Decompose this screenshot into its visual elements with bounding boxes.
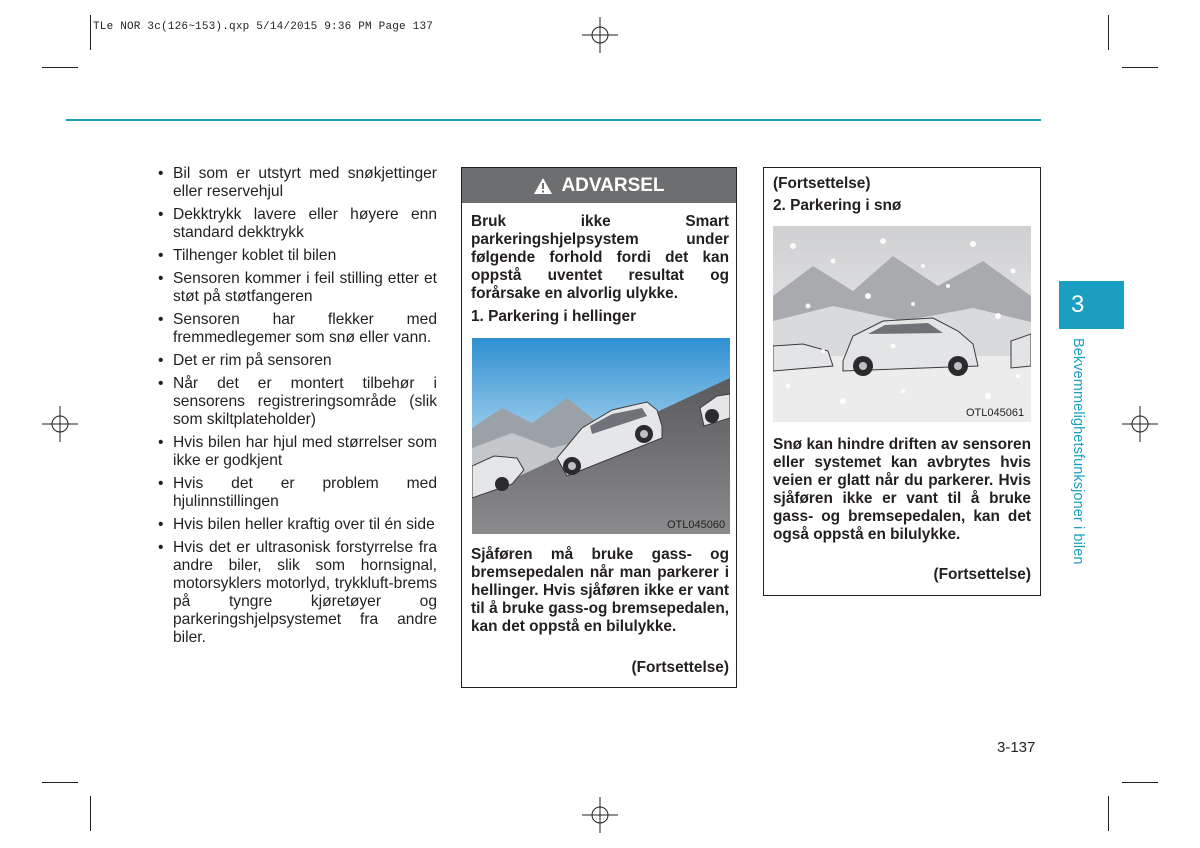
continued-label: (Fortsettelse)	[631, 659, 729, 676]
crop-mark	[1122, 782, 1158, 783]
crop-mark	[1108, 796, 1109, 831]
continued-label: (Fortsettelse)	[933, 566, 1031, 583]
registration-mark-icon	[42, 406, 78, 442]
continued-body: Snø kan hindre driften av sensoren eller systemet kan avbrytes hvis veien er glatt når du parkerer. Hvis sjåføren ikke er vant til å bruke gass- og bremsepedalen, kan det også oppstå en bilulykke.	[773, 436, 1031, 543]
warning-title: ADVARSEL	[561, 174, 665, 196]
list-item: • Dekktrykk lavere eller høyere enn standard dekktrykk	[158, 206, 437, 242]
chapter-title: Bekvemmelighetsfunksjoner i bilen	[1070, 338, 1086, 565]
list-item: • Hvis bilen heller kraftig over til én side	[158, 516, 437, 534]
section-title: 2. Parkering i snø	[773, 197, 902, 214]
slope-parking-illustration	[472, 338, 730, 534]
section-title: 1. Parkering i hellinger	[471, 308, 637, 325]
crop-mark	[42, 67, 78, 68]
list-item: • Når det er montert tilbehør i sensorens registreringsområde (slik som skiltplateholder)	[158, 375, 437, 429]
crop-mark	[1122, 67, 1158, 68]
figure-code: OTL045061	[966, 407, 1025, 419]
continued-box	[763, 167, 1041, 596]
warning-triangle-icon	[533, 177, 553, 195]
list-item: • Bil som er utstyrt med snøkjettinger eller reservehjul	[158, 165, 437, 201]
list-item: • Hvis det er ultrasonisk forstyrrelse fra andre biler, slik som hornsignal, motorsyklers motorlyd, trykkluft-brems på tyngre kjøretøyer og parkeringshjelpsystemet fra andre biler.	[158, 539, 437, 647]
warning-intro: Bruk ikke Smart parkeringshjelpsystem under følgende forhold fordi det kan oppstå uventet resultat og forårsake en alvorlig ulykke.	[471, 213, 729, 302]
list-item: • Sensoren har flekker med fremmedlegemer som snø eller vann.	[158, 311, 437, 347]
warning-body: Sjåføren må bruke gass- og bremsepedalen når man parkerer i hellinger. Hvis sjåføren ikke er vant til å bruke gass-og bremsepedalen, kan det oppstå en bilulykke.	[471, 546, 729, 635]
crop-mark	[42, 782, 78, 783]
chapter-tab	[1059, 281, 1124, 329]
print-header: TLe NOR 3c(126~153).qxp 5/14/2015 9:36 PM Page 137	[93, 21, 434, 33]
list-item: • Sensoren kommer i feil stilling etter et støt på støtfangeren	[158, 270, 437, 306]
list-item: • Tilhenger koblet til bilen	[158, 247, 437, 265]
warning-box	[461, 167, 737, 688]
crop-mark	[90, 796, 91, 831]
page-number: 3-137	[997, 739, 1036, 756]
crop-mark	[90, 15, 91, 50]
list-item: • Hvis det er problem med hjulinnstillingen	[158, 475, 437, 511]
figure-code: OTL045060	[667, 519, 726, 531]
registration-mark-icon	[1122, 406, 1158, 442]
list-item: • Det er rim på sensoren	[158, 352, 437, 370]
header-rule	[66, 119, 1041, 121]
registration-mark-icon	[582, 797, 618, 833]
registration-mark-icon	[582, 17, 618, 53]
crop-mark	[1108, 15, 1109, 50]
continued-top-label: (Fortsettelse)	[773, 175, 871, 192]
chapter-number: 3	[1071, 291, 1085, 318]
snow-parking-illustration	[773, 226, 1031, 422]
warning-header	[462, 168, 736, 203]
condition-list	[158, 165, 437, 652]
list-item: • Hvis bilen har hjul med størrelser som ikke er godkjent	[158, 434, 437, 470]
